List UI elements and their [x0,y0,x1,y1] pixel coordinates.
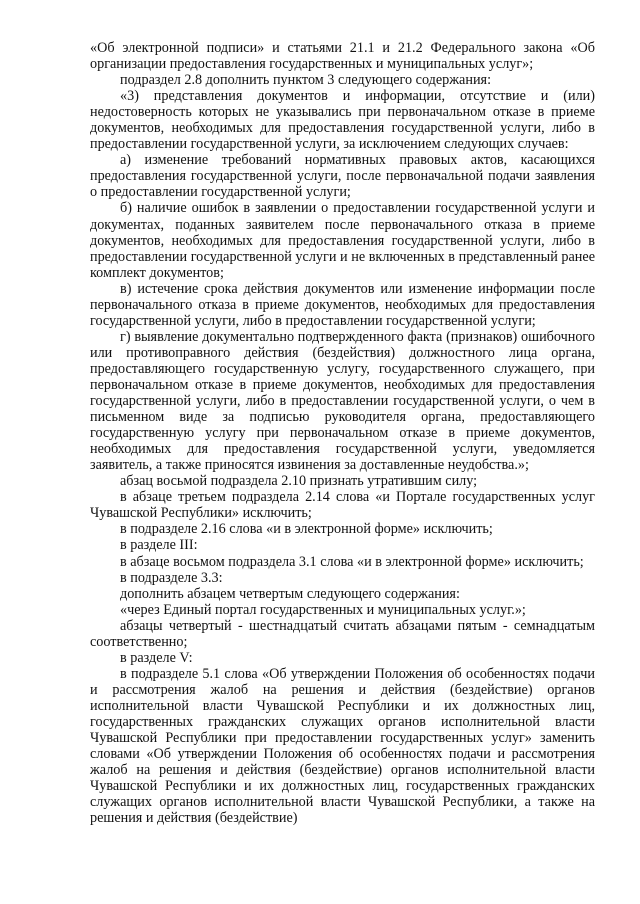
paragraph-8: абзац восьмой подраздела 2.10 признать утратившим силу; [120,473,478,490]
paragraph-9: в абзаце третьем подраздела 2.14 слова «и Портале государственных услуг Чувашской Республики» исключить; [90,489,595,522]
paragraph-4: а) изменение требований нормативных правовых актов, касающихся предоставления государственной услуги, после первоначальной подачи заявления о предоставлении государственной услуги; [90,152,595,201]
paragraph-14: дополнить абзацем четвертым следующего содержания: [120,585,460,602]
paragraph-16: абзацы четвертый - шестнадцатый считать абзацами пятым - семнадцатым соответственно; [90,617,595,650]
paragraph-17: в разделе V: [120,649,193,666]
paragraph-7: г) выявление документально подтвержденного факта (признаков) ошибочного или противоправного действия (бездействия) должностного лица органа, предоставляющего государственную услугу, государственного служащего, при первоначальном отказе в приеме документов, необходимых для предоставления государственной услуги, либо в предоставлении государственной услуги, о чем в письменном виде за подписью руководителя органа, предоставляющего государственную услугу при первоначальном отказе в приеме документов, необходимых для предоставления государственной услуги, уведомляется заявитель, а также приносятся извинения за доставленные неудобства.»; [90,328,595,474]
paragraph-2: подраздел 2.8 дополнить пунктом 3 следующего содержания: [120,72,492,89]
paragraph-18: в подразделе 5.1 слова «Об утверждении Положения об особенностях подачи и рассмотрения жалоб на решения и действия (бездействие) органов исполнительной власти Чувашской Республики и их должностных лиц, государственных гражданских служащих органов исполнительной власти Чувашской Республики при предоставлении государственных услуг» заменить словами «Об утверждении Положения об особенностях подачи и рассмотрения жалоб на решения и действия (бездействие) органов исполнительной власти Чувашской Республики и их должностных лиц, государственных гражданских служащих органов исполнительной власти Чувашской Республики, а также на решения и действия (бездействие) [90,665,595,827]
paragraph-12: в абзаце восьмом подраздела 3.1 слова «и в электронной форме» исключить; [120,553,584,570]
document-page [90,40,595,826]
paragraph-10: в подразделе 2.16 слова «и в электронной форме» исключить; [120,521,493,538]
paragraph-5: б) наличие ошибок в заявлении о предоставлении государственной услуги и документах, поданных заявителем после первоначального отказа в приеме документов, необходимых для предоставления государственной услуги, либо в предоставлении государственной услуги и не включенных в представленный ранее комплект документов; [90,200,595,281]
paragraph-6: в) истечение срока действия документов или изменение информации после первоначального отказа в приеме документов, необходимых для предоставления государственной услуги, либо в предоставлении государственной услуги; [90,280,595,329]
paragraph-1: «Об электронной подписи» и статьями 21.1 и 21.2 Федерального закона «Об организации предоставления государственных и муниципальных услуг»; [90,40,595,73]
paragraph-3: «3) представления документов и информации, отсутствие и (или) недостоверность которых не указывались при первоначальном отказе в приеме документов, необходимых для предоставления государственной услуги, либо в предоставлении государственной услуги, за исключением следующих случаев: [90,88,595,153]
paragraph-13: в подразделе 3.3: [120,569,223,586]
paragraph-11: в разделе III: [120,537,198,554]
paragraph-15: «через Единый портал государственных и муниципальных услуг.»; [120,601,526,618]
